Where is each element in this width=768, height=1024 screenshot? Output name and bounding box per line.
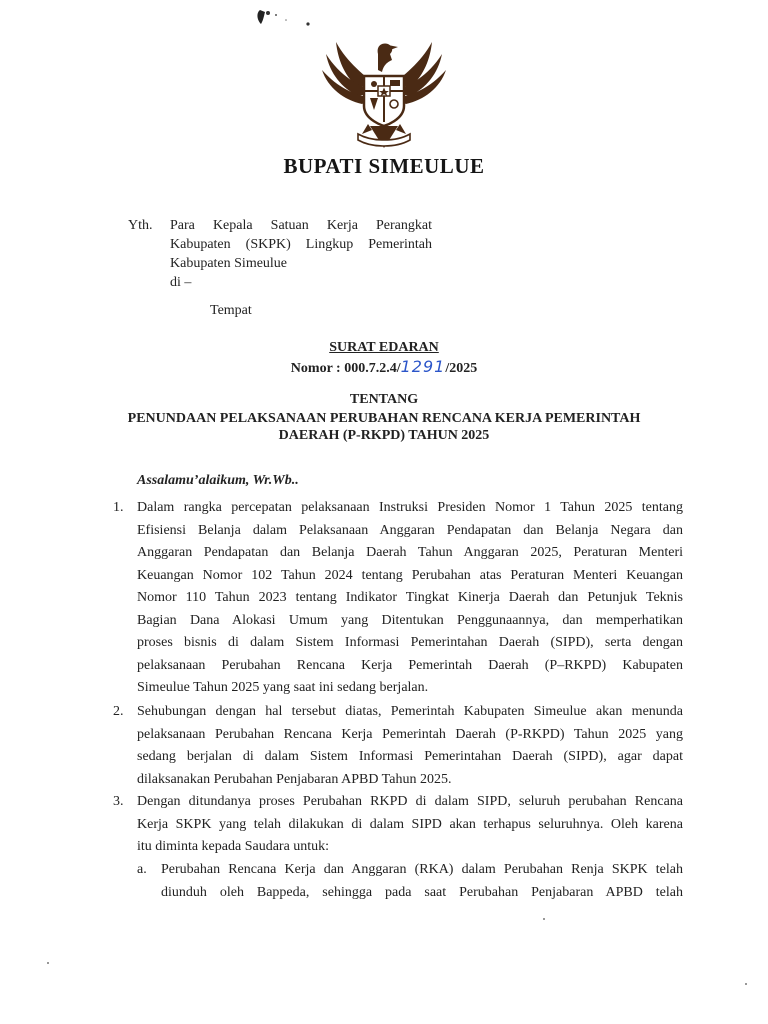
text-line: Anggaran Pendapatan dan Belanja Daerah Tahun Anggaran 2025, Peraturan Menteri xyxy=(137,545,683,560)
text-line: Perubahan Rencana Kerja dan Anggaran (RKA) dalam Perubahan Renja SKPK telah xyxy=(161,862,683,877)
text-line: proses bisnis di dalam Sistem Informasi Pemerintahan Daerah (SIPD), serta dengan xyxy=(137,635,683,650)
scan-noise xyxy=(745,983,747,985)
text-line: sedang berjalan di dalam Sistem Informasi Pemerintahan Daerah (SIPD), agar dapat xyxy=(137,749,683,764)
text-line: Kerja SKPK yang telah dilakukan di dalam SIPD akan terhapus seluruhnya. Oleh karena xyxy=(137,816,683,832)
text-line: dilaksanakan Perubahan Penjabaran APBD Tahun 2025. xyxy=(137,771,452,787)
garuda-emblem-icon xyxy=(318,30,450,152)
text-line: Dalam rangka percepatan pelaksanaan Instruksi Presiden Nomor 1 Tahun 2025 tentang xyxy=(137,500,683,515)
item-text xyxy=(137,701,683,791)
text-line: Simeulue Tahun 2025 yang saat ini sedang berjalan. xyxy=(137,680,429,695)
office-title: BUPATI SIMEULUE xyxy=(283,154,485,178)
text-line: Bagian Dana Alokasi Umum yang Ditentukan Penggunaannya, dan memperhatikan xyxy=(137,612,683,628)
item-text xyxy=(137,791,683,859)
text-line: Sehubungan dengan hal tersebut diatas, Pemerintah Kabupaten Simeulue akan menunda xyxy=(137,704,683,719)
text-line: diunduh oleh Bappeda, sehingga pada saat Perubahan Penjabaran APBD telah xyxy=(161,884,683,900)
text-line: Nomor 110 Tahun 2023 tentang Indikator Tingkat Kinerja Daerah dan Petunjuk Teknis xyxy=(137,590,683,605)
scan-noise xyxy=(543,918,545,920)
scan-specks xyxy=(252,4,322,32)
recipient-line: Kabupaten (SKPK) Lingkup Pemerintah xyxy=(170,237,432,252)
letter-subject xyxy=(0,410,768,444)
greeting: Assalamu’alaikum, Wr.Wb.. xyxy=(137,473,299,488)
item-number: 3. xyxy=(113,794,124,809)
text-line: Dengan ditundanya proses Perubahan RKPD di dalam SIPD, seluruh perubahan Rencana xyxy=(137,794,683,809)
item-number: 2. xyxy=(113,704,124,719)
text-line: itu diminta kepada Saudara untuk: xyxy=(137,839,330,854)
text-line: pelaksanaan Perubahan Rencana Kerja Pemerintah Daerah (P–RKPD) Kabupaten xyxy=(137,657,683,673)
scan-noise xyxy=(47,962,49,964)
text-line: pelaksanaan Perubahan Rencana Kerja Pemerintah Daerah (P-RKPD) Tahun 2025 yang xyxy=(137,726,683,742)
handwritten-number: 1291 xyxy=(400,357,446,376)
subject-line: PENUNDAAN PELAKSANAAN PERUBAHAN RENCANA KERJA PEMERINTAH xyxy=(127,411,641,426)
letter-number xyxy=(0,357,768,377)
subject-line: DAERAH (P-RKPD) TAHUN 2025 xyxy=(278,428,490,443)
letter-number-prefix: Nomor : 000.7.2.4/ xyxy=(290,361,401,376)
recipient-line: Para Kepala Satuan Kerja Perangkat xyxy=(170,218,432,233)
subitem-letter: a. xyxy=(137,862,147,877)
recipient-lines xyxy=(170,216,432,320)
subitem-text xyxy=(161,859,683,904)
letter-title: SURAT EDARAN xyxy=(329,340,439,355)
text-line: Keuangan Nomor 102 Tahun 2024 tentang Perubahan atas Peraturan Menteri Keuangan xyxy=(137,567,683,583)
recipient-prefix: Yth. xyxy=(128,218,153,233)
item-text xyxy=(137,497,683,700)
text-line: Efisiensi Belanja dalam Pelaksanaan Anggaran Pendapatan dan Belanja Negara dan xyxy=(137,522,683,538)
letter-number-suffix: /2025 xyxy=(445,361,478,376)
recipient-place: Tempat xyxy=(210,303,252,318)
item-number: 1. xyxy=(113,500,124,515)
recipient-line: Kabupaten Simeulue xyxy=(170,256,288,271)
letter-about: TENTANG xyxy=(349,392,419,407)
recipient-line: di – xyxy=(170,275,192,290)
